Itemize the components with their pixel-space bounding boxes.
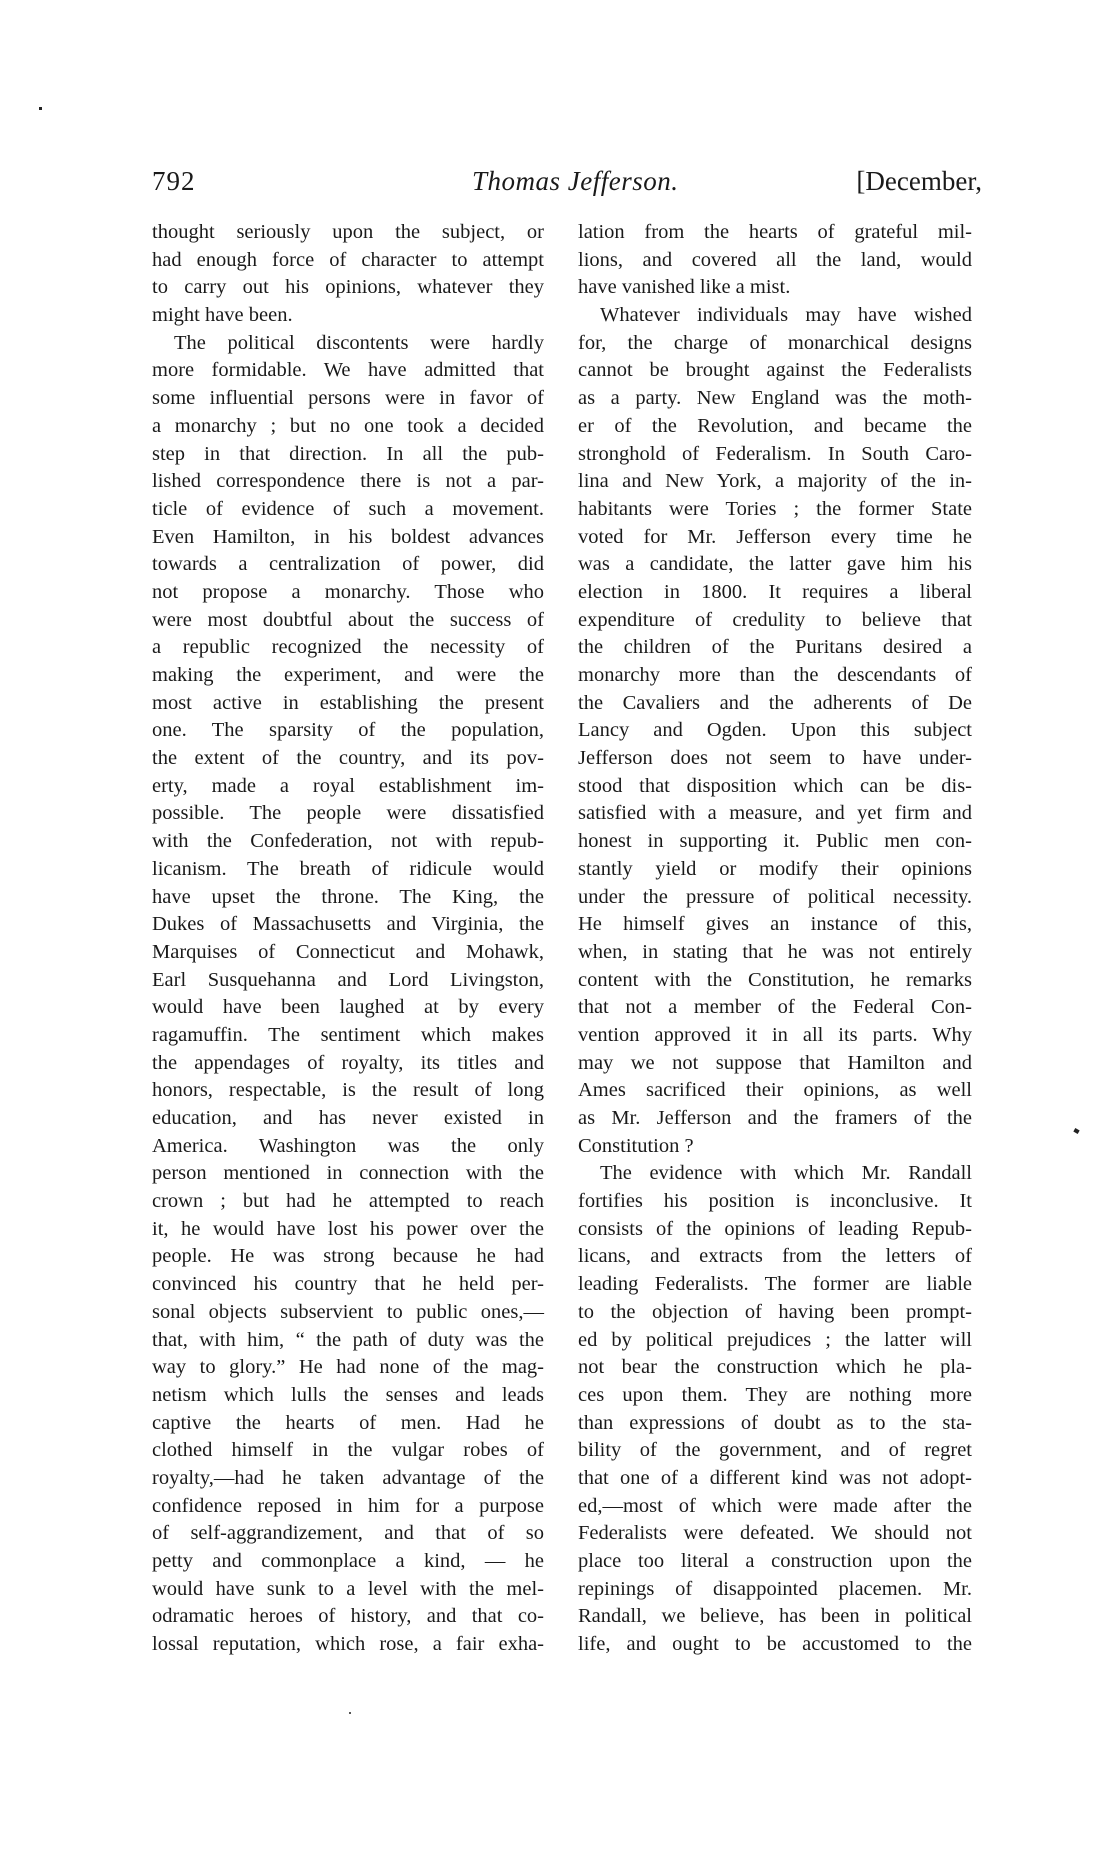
text-line: ed by political prejudices ; the latter will bbox=[578, 1328, 972, 1351]
text-line: licanism. The breath of ridicule would bbox=[152, 857, 544, 880]
text-line: stronghold of Federalism. In South Caro- bbox=[578, 442, 972, 465]
left-column bbox=[152, 219, 544, 1659]
text-line: have upset the throne. The King, the bbox=[152, 885, 544, 908]
text-line: ticle of evidence of such a movement. bbox=[152, 497, 544, 520]
text-line: er of the Revolution, and became the bbox=[578, 414, 972, 437]
text-line: would have sunk to a level with the mel- bbox=[152, 1577, 544, 1600]
text-line: honest in supporting it. Public men con- bbox=[578, 830, 972, 853]
scan-speck bbox=[349, 1712, 351, 1714]
text-line: for, the charge of monarchical designs bbox=[578, 331, 972, 354]
text-line: under the pressure of political necessity. bbox=[578, 885, 972, 908]
text-line: not bear the construction which he pla- bbox=[578, 1356, 972, 1379]
text-line: lished correspondence there is not a par- bbox=[152, 470, 544, 493]
text-line: with the Confederation, not with repub- bbox=[152, 830, 544, 853]
text-line: Dukes of Massachusetts and Virginia, the bbox=[152, 913, 544, 936]
text-line: ces upon them. They are nothing more bbox=[578, 1383, 972, 1406]
text-line: cannot be brought against the Federalists bbox=[578, 359, 972, 382]
text-line: monarchy more than the descendants of bbox=[578, 664, 972, 686]
text-line: Randall, we believe, has been in political bbox=[578, 1605, 972, 1628]
text-line: have vanished like a mist. bbox=[578, 276, 791, 299]
text-line: Even Hamilton, in his boldest advances bbox=[152, 525, 544, 548]
text-line: one. The sparsity of the population, bbox=[152, 719, 544, 742]
text-line: were most doubtful about the success of bbox=[152, 608, 544, 631]
text-line: lina and New York, a majority of the in- bbox=[578, 470, 972, 493]
text-line: sonal objects subservient to public ones,— bbox=[152, 1300, 544, 1323]
text-line: not propose a monarchy. Those who bbox=[152, 580, 544, 603]
text-line: crown ; but had he attempted to reach bbox=[152, 1190, 544, 1213]
text-line: netism which lulls the senses and leads bbox=[152, 1383, 544, 1406]
text-line: stood that disposition which can be dis- bbox=[578, 774, 972, 797]
text-line: ed,—most of which were made after the bbox=[578, 1494, 972, 1517]
text-line: habitants were Tories ; the former State bbox=[578, 497, 972, 520]
scan-speck bbox=[1073, 1128, 1079, 1134]
text-line: as Mr. Jefferson and the framers of the bbox=[578, 1107, 972, 1129]
text-line: Lancy and Ogden. Upon this subject bbox=[578, 719, 972, 742]
text-line: it, he would have lost his power over the bbox=[152, 1217, 544, 1240]
text-line: the Cavaliers and the adherents of De bbox=[578, 691, 972, 714]
text-line: possible. The people were dissatisfied bbox=[152, 802, 544, 825]
text-line: a republic recognized the necessity of bbox=[152, 636, 544, 659]
text-line: making the experiment, and were the bbox=[152, 664, 544, 686]
text-line: expenditure of credulity to believe that bbox=[578, 608, 972, 631]
text-line: may we not suppose that Hamilton and bbox=[578, 1051, 972, 1074]
text-line: lossal reputation, which rose, a fair exha- bbox=[152, 1633, 544, 1656]
scan-speck bbox=[39, 107, 42, 110]
text-line: life, and ought to be accustomed to the bbox=[578, 1633, 972, 1656]
running-head bbox=[152, 166, 982, 206]
text-line: Jefferson does not seem to have under- bbox=[578, 747, 972, 770]
text-line: satisfied with a measure, and yet firm and bbox=[578, 802, 972, 825]
text-line: Constitution ? bbox=[578, 1134, 694, 1157]
text-line: people. He was strong because he had bbox=[152, 1245, 544, 1268]
text-line: He himself gives an instance of this, bbox=[578, 913, 972, 936]
text-line: odramatic heroes of history, and that co- bbox=[152, 1605, 544, 1628]
text-line: thought seriously upon the subject, or bbox=[152, 221, 544, 243]
text-line: repinings of disappointed placemen. Mr. bbox=[578, 1577, 972, 1600]
text-line: person mentioned in connection with the bbox=[152, 1162, 544, 1185]
text-line: election in 1800. It requires a liberal bbox=[578, 580, 972, 603]
text-line: content with the Constitution, he remarks bbox=[578, 968, 972, 991]
text-line: the children of the Puritans desired a bbox=[578, 636, 972, 659]
text-line: fortifies his position is inconclusive. It bbox=[578, 1190, 972, 1213]
text-line: The political discontents were hardly bbox=[174, 331, 544, 354]
text-line: that not a member of the Federal Con- bbox=[578, 996, 972, 1019]
text-line: captive the hearts of men. Had he bbox=[152, 1411, 544, 1434]
text-line: that one of a different kind was not adopt- bbox=[578, 1466, 972, 1489]
text-line: when, in stating that he was not entirely bbox=[578, 940, 972, 963]
text-line: would have been laughed at by every bbox=[152, 996, 544, 1019]
text-line: a monarchy ; but no one took a decided bbox=[152, 414, 544, 437]
text-line: petty and commonplace a kind, — he bbox=[152, 1550, 544, 1572]
text-line: than expressions of doubt as to the sta- bbox=[578, 1411, 972, 1434]
text-line: consists of the opinions of leading Repub- bbox=[578, 1217, 972, 1240]
text-line: convinced his country that he held per- bbox=[152, 1273, 544, 1296]
text-line: was a candidate, the latter gave him his bbox=[578, 553, 972, 576]
text-line: leading Federalists. The former are liable bbox=[578, 1273, 972, 1296]
text-line: towards a centralization of power, did bbox=[152, 553, 544, 576]
text-line: most active in establishing the present bbox=[152, 691, 544, 714]
text-line: of self-aggrandizement, and that of so bbox=[152, 1522, 544, 1545]
page-number: 792 bbox=[152, 166, 196, 196]
text-line: place too literal a construction upon the bbox=[578, 1550, 972, 1572]
text-line: confidence reposed in him for a purpose bbox=[152, 1494, 544, 1517]
text-line: erty, made a royal establishment im- bbox=[152, 774, 544, 797]
text-line: Ames sacrificed their opinions, as well bbox=[578, 1079, 972, 1102]
right-column bbox=[578, 219, 972, 1659]
text-line: might have been. bbox=[152, 304, 293, 327]
text-line: clothed himself in the vulgar robes of bbox=[152, 1439, 544, 1462]
text-line: Federalists were defeated. We should not bbox=[578, 1522, 972, 1545]
text-line: that, with him, “ the path of duty was the bbox=[152, 1328, 544, 1351]
text-line: The evidence with which Mr. Randall bbox=[600, 1162, 972, 1185]
text-line: Whatever individuals may have wished bbox=[600, 304, 972, 327]
text-line: America. Washington was the only bbox=[152, 1134, 544, 1157]
running-month: [December, bbox=[856, 166, 982, 196]
text-line: Earl Susquehanna and Lord Livingston, bbox=[152, 968, 544, 991]
text-line: some influential persons were in favor of bbox=[152, 387, 544, 410]
text-line: lions, and covered all the land, would bbox=[578, 248, 972, 271]
text-line: licans, and extracts from the letters of bbox=[578, 1245, 972, 1268]
text-line: honors, respectable, is the result of long bbox=[152, 1079, 544, 1102]
text-line: the extent of the country, and its pov- bbox=[152, 747, 544, 770]
text-line: as a party. New England was the moth- bbox=[578, 387, 972, 410]
text-line: way to glory.” He had none of the mag- bbox=[152, 1356, 544, 1379]
text-line: stantly yield or modify their opinions bbox=[578, 857, 972, 880]
text-line: to carry out his opinions, whatever they bbox=[152, 276, 544, 299]
text-line: bility of the government, and of regret bbox=[578, 1439, 972, 1462]
text-line: the appendages of royalty, its titles and bbox=[152, 1051, 544, 1074]
running-title: Thomas Jefferson. bbox=[472, 166, 679, 196]
text-line: royalty,—had he taken advantage of the bbox=[152, 1466, 544, 1489]
text-line: ragamuffin. The sentiment which makes bbox=[152, 1023, 544, 1046]
text-line: Marquises of Connecticut and Mohawk, bbox=[152, 940, 544, 963]
text-line: step in that direction. In all the pub- bbox=[152, 442, 544, 465]
text-line: voted for Mr. Jefferson every time he bbox=[578, 525, 972, 548]
text-line: lation from the hearts of grateful mil- bbox=[578, 221, 972, 243]
text-line: to the objection of having been prompt- bbox=[578, 1300, 972, 1323]
text-line: education, and has never existed in bbox=[152, 1107, 544, 1129]
text-line: vention approved it in all its parts. Why bbox=[578, 1023, 972, 1046]
text-line: more formidable. We have admitted that bbox=[152, 359, 544, 382]
text-line: had enough force of character to attempt bbox=[152, 248, 544, 271]
